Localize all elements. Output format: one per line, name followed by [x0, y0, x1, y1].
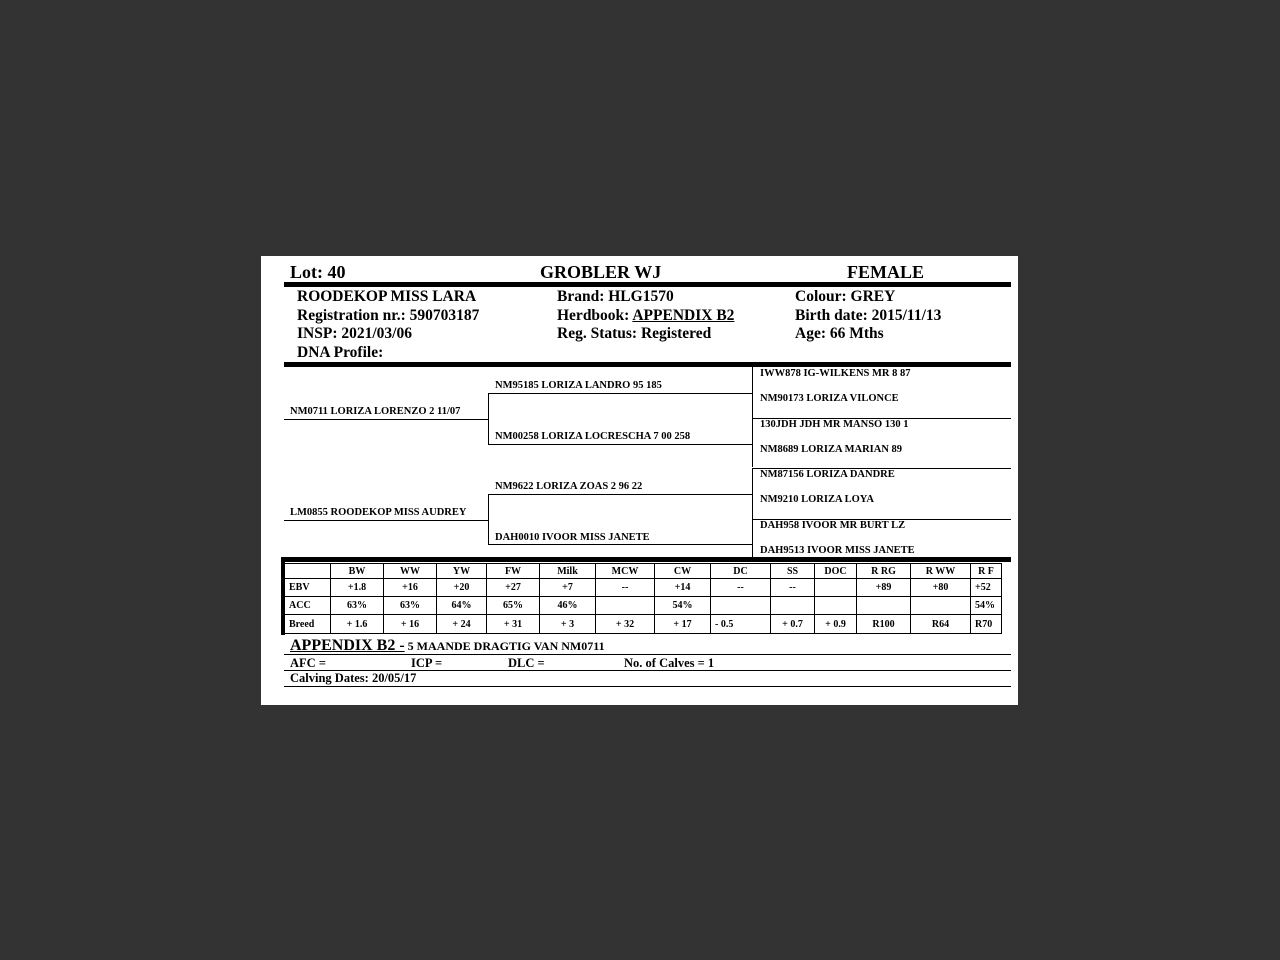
registration-nr: Registration nr.: 590703187 [297, 306, 480, 324]
dam-dam-line [488, 544, 752, 545]
col-header: R WW [911, 564, 971, 579]
col-header: Milk [540, 564, 596, 579]
bracket-sire [488, 393, 489, 445]
birth-date: Birth date: 2015/11/13 [795, 306, 942, 324]
col-header: DOC [815, 564, 857, 579]
table-cell: 46% [540, 597, 596, 615]
brand: Brand: HLG1570 [557, 288, 674, 305]
table-cell: +52 [971, 579, 1002, 597]
table-cell: 54% [655, 597, 711, 615]
table-cell: + 1.6 [331, 615, 384, 634]
table-cell [911, 597, 971, 615]
col-header: DC [711, 564, 771, 579]
table-cell: R64 [911, 615, 971, 634]
table-cell: +27 [487, 579, 540, 597]
table-cell: + 17 [655, 615, 711, 634]
col-header [285, 564, 331, 579]
icp: ICP = [411, 656, 443, 670]
dam-dam: DAH0010 IVOOR MISS JANETE [495, 532, 650, 543]
sire-line [284, 419, 488, 420]
ebv-header-row [285, 564, 1002, 579]
table-cell: +89 [857, 579, 911, 597]
dam-line [284, 520, 488, 521]
table-cell: 65% [487, 597, 540, 615]
ggp-4: NM8689 LORIZA MARIAN 89 [760, 444, 903, 455]
table-cell: 64% [437, 597, 487, 615]
ebv-top-rule [281, 557, 1011, 562]
acc-row [285, 597, 1002, 615]
herdbook [557, 307, 734, 326]
ggp-5: NM87156 LORIZA DANDRE [760, 469, 895, 480]
owner-name: GROBLER WJ [540, 262, 662, 282]
col-header: YW [437, 564, 487, 579]
table-cell: +16 [384, 579, 437, 597]
table-cell: + 32 [596, 615, 655, 634]
bracket-sd [752, 419, 753, 467]
ggp-7: DAH958 IVOOR MR BURT LZ [760, 520, 906, 531]
animal-info-right [795, 288, 941, 344]
afc: AFC = [290, 656, 326, 670]
sire-sire: NM95185 LORIZA LANDRO 95 185 [495, 380, 662, 391]
col-header: SS [771, 564, 815, 579]
table-cell: 63% [384, 597, 437, 615]
bracket-dam [488, 495, 489, 545]
table-cell: + 3 [540, 615, 596, 634]
table-cell: 63% [331, 597, 384, 615]
ggp-3: 130JDH JDH MR MANSO 130 1 [760, 419, 909, 430]
ggp-8: DAH9513 IVOOR MISS JANETE [760, 545, 915, 556]
sire: NM0711 LORIZA LORENZO 2 11/07 [290, 406, 461, 417]
ggp-2: NM90173 LORIZA VILONCE [760, 393, 899, 404]
table-cell [771, 597, 815, 615]
col-header: R F [971, 564, 1002, 579]
dam-sire: NM9622 LORIZA ZOAS 2 96 22 [495, 481, 643, 492]
table-cell: R100 [857, 615, 911, 634]
appendix-note [290, 637, 605, 655]
age: Age: 66 Mths [795, 325, 884, 342]
table-cell: +80 [911, 579, 971, 597]
row-label: Breed [285, 615, 331, 634]
table-cell [711, 597, 771, 615]
table-cell: -- [711, 579, 771, 597]
colour: Colour: GREY [795, 288, 896, 305]
ebv-table [284, 563, 1002, 634]
col-header: MCW [596, 564, 655, 579]
table-cell [596, 597, 655, 615]
info-rule [284, 362, 1011, 367]
bracket-dd [752, 520, 753, 558]
sire-sire-line [488, 393, 752, 394]
table-cell [857, 597, 911, 615]
calving-dates: Calving Dates: 20/05/17 [290, 671, 417, 685]
table-cell: + 16 [384, 615, 437, 634]
table-cell: + 0.7 [771, 615, 815, 634]
table-cell: 54% [971, 597, 1002, 615]
col-header: FW [487, 564, 540, 579]
appendix-rule [284, 654, 1011, 655]
animal-name: ROODEKOP MISS LARA [297, 288, 477, 305]
dna-profile: DNA Profile: [297, 343, 384, 361]
table-cell [815, 579, 857, 597]
sire-dam-line [488, 444, 752, 445]
sex: FEMALE [847, 262, 925, 282]
lot-number: Lot: 40 [290, 262, 346, 282]
col-header: BW [331, 564, 384, 579]
lot-card [261, 256, 1018, 705]
table-cell: + 0.9 [815, 615, 857, 634]
table-cell: - 0.5 [711, 615, 771, 634]
col-header: CW [655, 564, 711, 579]
table-cell: +1.8 [331, 579, 384, 597]
table-cell: + 24 [437, 615, 487, 634]
bracket-ds [752, 469, 753, 519]
col-header: WW [384, 564, 437, 579]
inspection-date: INSP: 2021/03/06 [297, 325, 412, 342]
herdbook-value: APPENDIX B2 [632, 306, 735, 324]
ggp-1: IWW878 IG-WILKENS MR 8 87 [760, 368, 911, 379]
header-rule [284, 282, 1011, 287]
table-cell: -- [596, 579, 655, 597]
sire-dam: NM00258 LORIZA LOCRESCHA 7 00 258 [495, 431, 691, 442]
animal-info-middle [557, 288, 734, 344]
animal-info-left [297, 288, 479, 362]
table-cell [815, 597, 857, 615]
herdbook-label: Herdbook: [557, 306, 633, 324]
breed-row [285, 615, 1002, 634]
table-cell: -- [771, 579, 815, 597]
table-cell: + 31 [487, 615, 540, 634]
dam: LM0855 ROODEKOP MISS AUDREY [290, 507, 467, 518]
bottom-rule [284, 686, 1011, 687]
table-cell: +7 [540, 579, 596, 597]
appendix-title: APPENDIX B2 - [290, 637, 405, 654]
col-header: R RG [857, 564, 911, 579]
ebv-row [285, 579, 1002, 597]
row-label: EBV [285, 579, 331, 597]
table-cell: +14 [655, 579, 711, 597]
ggp-6: NM9210 LORIZA LOYA [760, 494, 874, 505]
row-label: ACC [285, 597, 331, 615]
table-cell: R70 [971, 615, 1002, 634]
reg-status: Reg. Status: Registered [557, 325, 712, 342]
dam-sire-line [488, 494, 752, 495]
dlc: DLC = [508, 656, 545, 670]
no-of-calves: No. of Calves = 1 [624, 656, 715, 670]
table-cell: +20 [437, 579, 487, 597]
appendix-text: 5 MAANDE DRAGTIG VAN NM0711 [404, 639, 605, 653]
bracket-ss [752, 367, 753, 419]
